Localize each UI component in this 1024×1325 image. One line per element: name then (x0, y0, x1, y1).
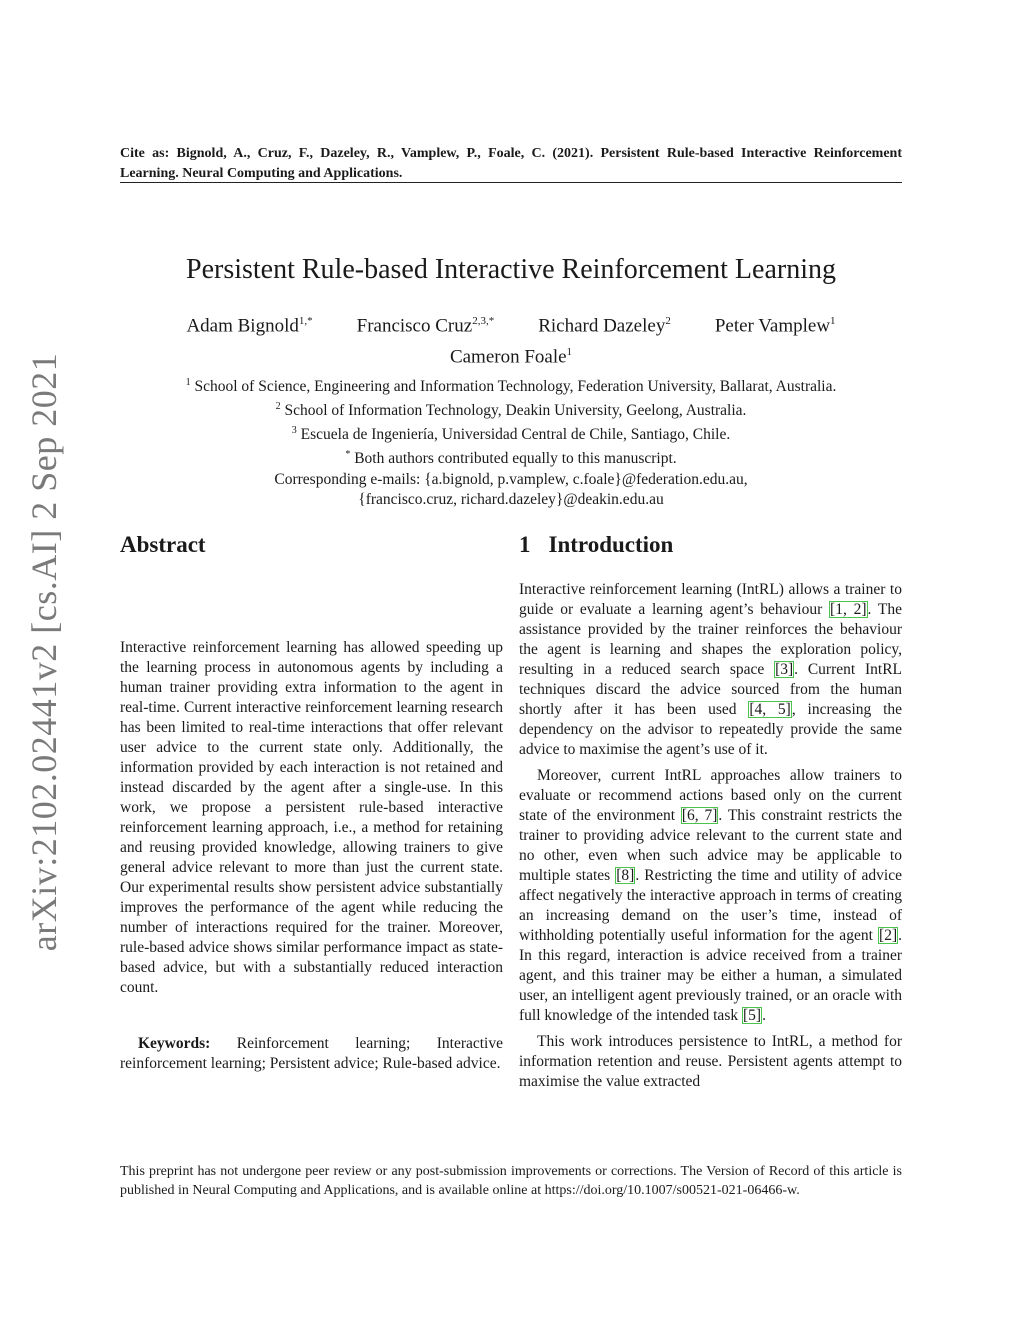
affiliation-line: $^2$ School of Information Technology, Deakin University, Geelong, Australia. (275, 401, 747, 420)
paper-title: Persistent Rule-based Interactive Reinforcement Learning (186, 254, 836, 285)
author: Adam Bignold$^{1,*}$ (186, 315, 313, 337)
arxiv-side-stamp (18, 352, 70, 952)
introduction-heading: 1 Introduction (519, 532, 674, 557)
citation-link[interactable]: [2] (879, 927, 898, 944)
abstract-text: Interactive reinforcement learning has allowed speeding up the learning process in autonomous agents by including a human trainer providing extra information to the agent in real-time. Current interactive reinforcement learning research has been limited to real-time interactions that offer relevant user advice to the current state only. Additionally, the information provided by each interaction is not retained and instead discarded by the agent after a single-use. In this work, we propose a persistent rule-based interactive reinforcement learning approach, i.e., a method for retaining and reusing provided knowledge, allowing trainers to give general advice relevant to more than just the current state. Our experimental results show persistent advice substantially improves the performance of the agent while reducing the number of interactions required for the trainer. Moreover, rule-based advice shows similar performance impact as state-based advice, but with a substantially reduced interaction count. (120, 639, 503, 996)
intro-paragraph-3: This work introduces persistence to IntRL, a method for information retention and reuse. Persistent agents attempt to maximise the value extracted (519, 1033, 902, 1090)
corresponding-emails: Corresponding e-mails: {a.bignold, p.vamplew, c.foale}@federation.edu.au, (274, 470, 748, 488)
right-column (519, 530, 902, 1092)
citation-link[interactable]: [4, 5] (749, 701, 791, 718)
citation-header: Cite as: Bignold, A., Cruz, F., Dazeley, R., Vamplew, P., Foale, C. (2021). Persistent Rule-based Interactive Reinforcement Learning. Neural Computing and Applications. (120, 146, 902, 181)
author: Cameron Foale$^1$ (449, 346, 573, 368)
affiliation-line: $^3$ Escuela de Ingeniería, Universidad Central de Chile, Santiago, Chile. (291, 425, 731, 444)
affiliation-line: * Both authors contributed equally to this manuscript. (345, 449, 677, 468)
arxiv-identifier: arXiv:2102.02441v2 [cs.AI] 2 Sep 2021 (24, 352, 64, 952)
citation-link[interactable]: [8] (616, 867, 635, 884)
affiliation-line: $^1$ School of Science, Engineering and Information Technology, Federation University, Ballarat, Australia. (185, 377, 837, 396)
author: Peter Vamplew$^1$ (714, 315, 836, 337)
intro-paragraph-2: Moreover, current IntRL approaches allow trainers to evaluate or recommend actions based only on the current state of the environment [6, 7]. This constraint restricts the trainer to providing advice relevant to the current state and no other, even when such advice may be applicable to multiple states [8]. Restricting the time and utility of advice affect negatively the interactive approach in terms of creating an increasing demand on the user’s time, instead of withholding potentially useful information for the agent [2]. In this regard, interaction is advice received from a trainer agent, and this trainer may be either a human, a simulated user, an intelligent agent previously trained, or an oracle with full knowledge of the intended task [5]. (519, 767, 902, 1024)
author: Francisco Cruz$^{2,3,*}$ (356, 315, 495, 337)
intro-paragraph-1: Interactive reinforcement learning (IntRL) allows a trainer to guide or evaluate a learning agent’s behaviour [1, 2]. The assistance provided by the trainer reinforces the behaviour the agent is learning and shapes the exploration policy, resulting in a reduced search space [3]. Current IntRL techniques discard the advice sourced from the human shortly after it has been used [4, 5], increasing the dependency on the advisor to repeatedly provide the same advice to maximise the agent’s use of it. (519, 581, 903, 758)
author: Richard Dazeley$^2$ (538, 315, 671, 337)
preprint-footnote: This preprint has not undergone peer review or any post-submission improvements or corrections. The Version of Record of this article is published in Neural Computing and Applications, and is available online at https://doi.org/10.1007/s00521-021-06466-w. (120, 1164, 902, 1198)
citation-link[interactable]: [5] (742, 1007, 762, 1024)
abstract-heading: Abstract (120, 532, 206, 557)
left-column (120, 530, 503, 1074)
citation-link[interactable]: [6, 7] (681, 807, 718, 824)
affiliations (120, 373, 902, 510)
corresponding-emails-line2: {francisco.cruz, richard.dazeley}@deakin.edu.au (358, 490, 664, 508)
author-list (120, 308, 902, 371)
keywords: Keywords: Reinforcement learning; Interactive reinforcement learning; Persistent advice; Rule-based advice. (120, 1035, 503, 1072)
citation-link[interactable]: [1, 2] (830, 601, 867, 618)
citation-link[interactable]: [3] (775, 661, 794, 678)
header-rule (120, 182, 902, 183)
